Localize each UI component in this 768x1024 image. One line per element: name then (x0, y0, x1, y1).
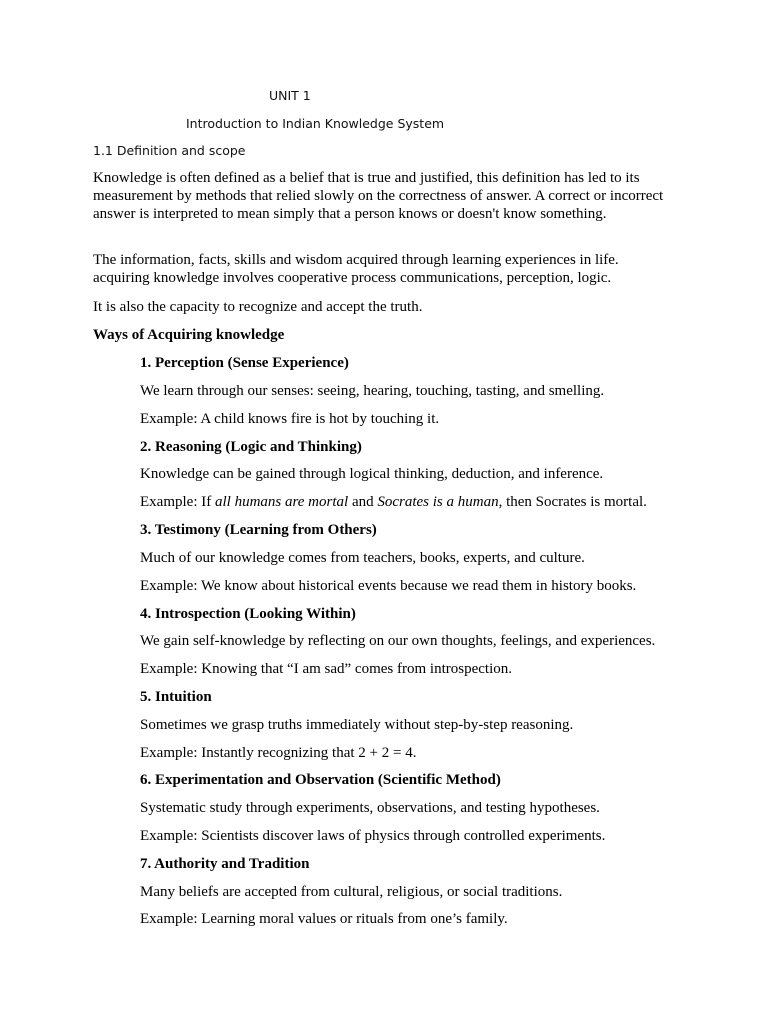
way-example-introspection: Example: Knowing that “I am sad” comes from introspection. (140, 661, 512, 677)
example-text: and (348, 494, 378, 510)
example-italic-premise: Socrates is a human (377, 494, 499, 510)
way-example-perception: Example: A child knows fire is hot by touching it. (140, 411, 440, 427)
example-italic-premise: all humans are mortal (214, 494, 349, 510)
way-title-authority: 7. Authority and Tradition (140, 856, 310, 872)
way-desc-experimentation: Systematic study through experiments, observations, and testing hypotheses. (140, 800, 600, 816)
way-example-intuition: Example: Instantly recognizing that 2 + 2 = 4. (140, 745, 417, 761)
intro-paragraph-3: It is also the capacity to recognize and accept the truth. (93, 299, 423, 315)
way-desc-authority: Many beliefs are accepted from cultural, religious, or social traditions. (140, 884, 563, 900)
way-example-authority: Example: Learning moral values or rituals from one’s family. (140, 911, 508, 927)
way-example-experimentation: Example: Scientists discover laws of physics through controlled experiments. (140, 828, 606, 844)
document-title: Introduction to Indian Knowledge System (186, 116, 445, 131)
way-desc-intuition: Sometimes we grasp truths immediately without step-by-step reasoning. (140, 717, 574, 733)
way-title-intuition: 5. Intuition (140, 689, 212, 705)
example-text: Example: If (140, 494, 215, 510)
way-example-reasoning (140, 493, 740, 511)
way-title-perception: 1. Perception (Sense Experience) (140, 355, 349, 371)
way-title-experimentation: 6. Experimentation and Observation (Scientific Method) (140, 772, 501, 788)
way-title-testimony: 3. Testimony (Learning from Others) (140, 522, 377, 538)
way-title-reasoning: 2. Reasoning (Logic and Thinking) (140, 439, 362, 455)
way-example-testimony: Example: We know about historical events because we read them in history books. (140, 578, 637, 594)
unit-heading: UNIT 1 (269, 88, 311, 103)
way-desc-introspection: We gain self-knowledge by reflecting on our own thoughts, feelings, and experiences. (140, 633, 656, 649)
way-title-introspection: 4. Introspection (Looking Within) (140, 606, 356, 622)
section-heading: 1.1 Definition and scope (93, 143, 246, 158)
ways-heading: Ways of Acquiring knowledge (93, 327, 285, 343)
way-desc-perception: We learn through our senses: seeing, hearing, touching, tasting, and smelling. (140, 383, 605, 399)
way-desc-reasoning: Knowledge can be gained through logical thinking, deduction, and inference. (140, 466, 604, 482)
example-text: , then Socrates is mortal. (498, 494, 647, 510)
intro-paragraph-2: The information, facts, skills and wisdom acquired through learning experiences in life. acquiring knowledge involves cooperative process communications, perception, logic. (93, 252, 619, 286)
intro-paragraph-1: Knowledge is often defined as a belief that is true and justified, this definition has led to its measurement by methods that relied slowly on the correctness of answer. A correct or incorrect answer is interpreted to mean simply that a person knows or doesn't know something. (93, 170, 664, 222)
way-desc-testimony: Much of our knowledge comes from teachers, books, experts, and culture. (140, 550, 585, 566)
